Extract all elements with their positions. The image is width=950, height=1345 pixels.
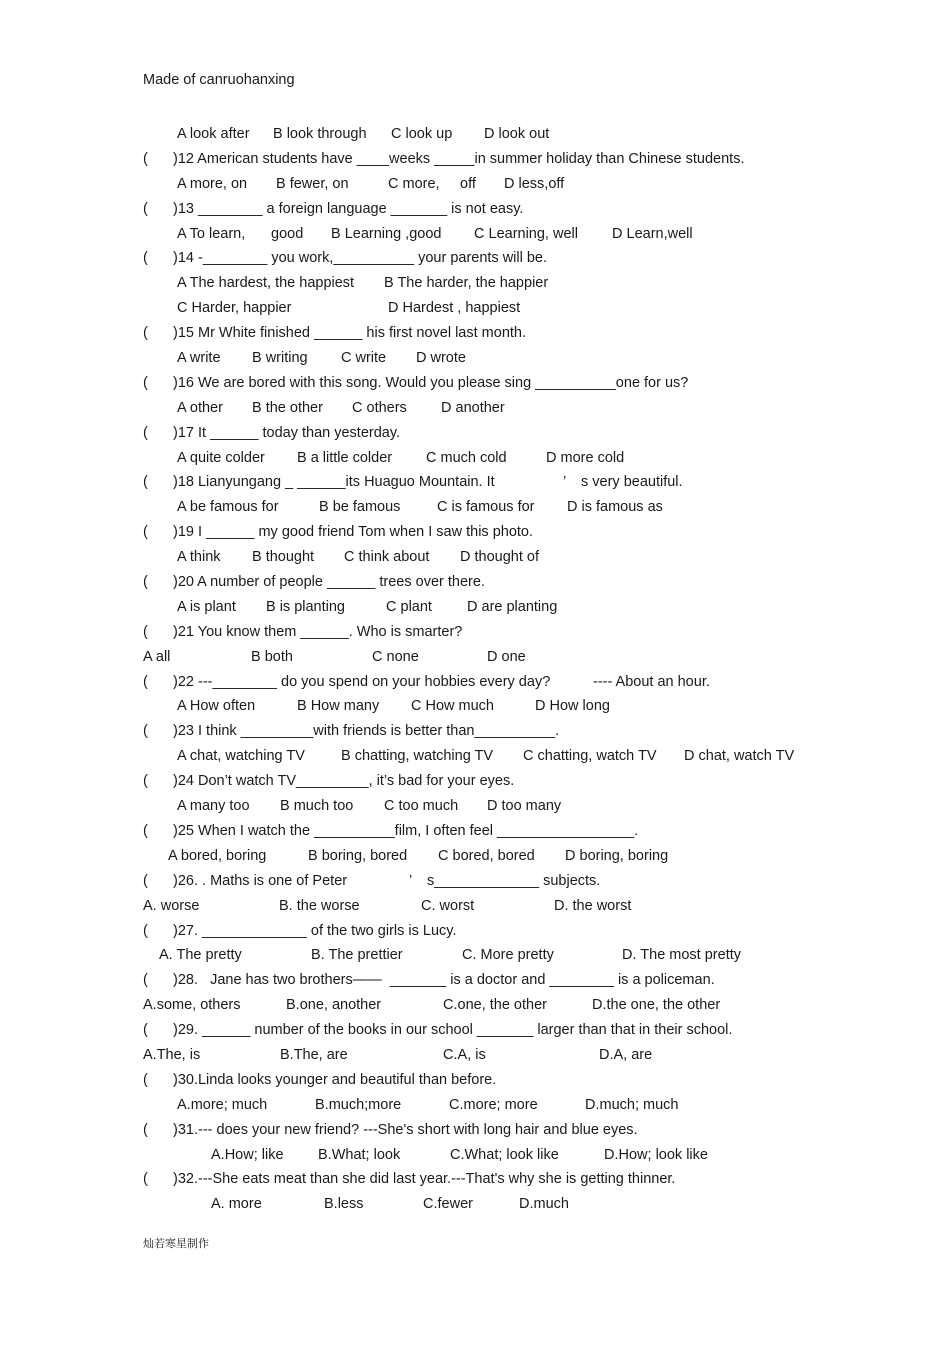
text-segment: ( (143, 773, 148, 790)
text-segment: )17 It ______ today than yesterday. (173, 424, 401, 441)
text-segment: B boring, bored (308, 847, 408, 864)
text-segment: C.one, the other (443, 997, 547, 1014)
text-segment: D wrote (416, 350, 466, 367)
text-line (0, 993, 950, 1018)
text-segment: ---- About an hour. (593, 673, 710, 690)
text-segment: )19 I ______ my good friend Tom when I saw this photo. (173, 524, 534, 541)
text-segment: C.more; more (449, 1096, 538, 1113)
text-line (0, 819, 950, 844)
text-segment: A chat, watching TV (177, 748, 305, 765)
text-line (0, 719, 950, 744)
text-segment: ( (143, 325, 148, 342)
text-segment: C bored, bored (438, 847, 535, 864)
text-segment: D.the one, the other (592, 997, 721, 1014)
text-segment: ( (143, 474, 148, 491)
text-segment: D.A, are (599, 1046, 653, 1063)
text-segment: A. more (211, 1196, 262, 1213)
text-segment: )27. _____________ of the two girls is Lucy. (173, 922, 457, 939)
text-segment: C write (341, 350, 387, 367)
text-segment: A all (143, 648, 171, 665)
text-line (0, 1118, 950, 1143)
text-line (0, 396, 950, 421)
text-line (0, 1167, 950, 1192)
text-line (0, 1143, 950, 1168)
text-segment: good (271, 225, 304, 242)
text-line (0, 769, 950, 794)
text-segment: C too much (384, 798, 459, 815)
text-segment: B.one, another (286, 997, 382, 1014)
text-line (0, 894, 950, 919)
text-segment: A. The pretty (159, 947, 242, 964)
text-line (0, 570, 950, 595)
text-segment: B.much;more (315, 1096, 402, 1113)
text-segment: ( (143, 250, 148, 267)
text-line (0, 645, 950, 670)
text-line (0, 321, 950, 346)
text-segment: C look up (391, 126, 453, 142)
text-segment: D chat, watch TV (684, 748, 795, 765)
text-segment: ’ (563, 474, 567, 491)
text-segment: A The hardest, the happiest (177, 275, 355, 292)
text-line (0, 1068, 950, 1093)
text-segment: ( (143, 972, 148, 989)
text-line (0, 197, 950, 222)
text-segment: D look out (484, 126, 550, 142)
text-segment: B writing (252, 350, 308, 367)
text-segment: )12 American students have ____weeks _____in summer holiday than Chinese students. (173, 150, 745, 167)
text-segment: B fewer, on (276, 175, 349, 192)
text-line (0, 246, 950, 271)
text-segment: )32.---She eats meat than she did last year.---That's why she is getting thinner. (173, 1171, 676, 1188)
text-segment: B is planting (266, 598, 345, 615)
text-segment: )22 ---________ do you spend on your hobbies every day? (173, 673, 551, 690)
text-segment: C none (372, 648, 419, 665)
text-line (0, 694, 950, 719)
text-segment: D too many (487, 798, 562, 815)
text-line (0, 670, 950, 695)
text-line (0, 520, 950, 545)
text-segment: C is famous for (437, 499, 535, 516)
text-segment: )15 Mr White finished ______ his first novel last month. (173, 325, 526, 342)
text-segment: )23 I think _________with friends is better than__________. (173, 723, 560, 740)
text-segment: A write (177, 350, 221, 367)
text-segment: C. More pretty (462, 947, 554, 964)
text-segment: A look after (177, 126, 250, 142)
text-segment: B the other (252, 399, 323, 416)
text-segment: B.less (324, 1196, 364, 1213)
text-segment: B thought (252, 549, 315, 566)
page-footer: 灿若寒星制作 (143, 1237, 209, 1250)
text-segment: A How often (177, 698, 256, 715)
text-segment: ( (143, 574, 148, 591)
text-segment: ( (143, 1171, 148, 1188)
text-line (0, 545, 950, 570)
text-segment: ( (143, 673, 148, 690)
text-segment: ( (143, 623, 148, 640)
text-segment: A bored, boring (168, 847, 267, 864)
text-segment: C others (352, 399, 407, 416)
text-segment: ( (143, 150, 148, 167)
text-line (0, 595, 950, 620)
text-line (0, 296, 950, 321)
text-segment: ( (143, 524, 148, 541)
text-segment: B be famous (319, 499, 401, 516)
text-segment: A is plant (177, 598, 236, 615)
text-segment: )28. Jane has two brothers—— _______ is a doctor and ________ is a policeman. (173, 972, 715, 989)
text-line (0, 844, 950, 869)
text-segment: ( (143, 200, 148, 217)
text-segment: )29. ______ number of the books in our school _______ larger than that in their school. (173, 1022, 733, 1039)
text-segment: A. worse (143, 897, 200, 914)
text-segment: ’ (409, 872, 413, 889)
text-segment: D Hardest , happiest (388, 300, 521, 317)
text-segment: D more cold (546, 449, 625, 466)
text-segment: A be famous for (177, 499, 279, 516)
text-segment: B.What; look (318, 1146, 401, 1163)
text-line (0, 421, 950, 446)
text-segment: D are planting (467, 598, 558, 615)
text-segment: B a little colder (297, 449, 393, 466)
text-segment: ( (143, 822, 148, 839)
text-segment: )26. . Maths is one of Peter (173, 872, 348, 889)
text-segment: D is famous as (567, 499, 663, 516)
text-segment: C.A, is (443, 1046, 486, 1063)
text-segment: s very beautiful. (581, 474, 683, 491)
text-line (0, 1192, 950, 1217)
text-line (0, 943, 950, 968)
text-segment: )13 ________ a foreign language _______ is not easy. (173, 200, 524, 217)
text-segment: )18 Lianyungang _ ______its Huaguo Mountain. It (173, 474, 495, 491)
text-line (0, 968, 950, 993)
text-segment: B.The, are (280, 1046, 348, 1063)
text-segment: C think about (344, 549, 430, 566)
text-line (0, 346, 950, 371)
text-segment: A.The, is (143, 1046, 201, 1063)
text-segment: )24 Don’t watch TV_________, it’s bad for your eyes. (173, 773, 515, 790)
text-segment: D.much (519, 1196, 569, 1213)
text-segment: C chatting, watch TV (523, 748, 657, 765)
text-segment: A.more; much (177, 1096, 268, 1113)
text-segment: D.How; look like (604, 1146, 708, 1163)
text-line (0, 620, 950, 645)
text-segment: D. The most pretty (622, 947, 741, 964)
text-segment: A think (177, 549, 221, 566)
text-segment: D one (487, 648, 526, 665)
text-segment: )21 You know them ______. Who is smarter? (173, 623, 463, 640)
text-segment: )20 A number of people ______ trees over there. (173, 574, 485, 591)
text-segment: A other (177, 399, 223, 416)
text-line (0, 222, 950, 247)
text-segment: ( (143, 723, 148, 740)
text-line (0, 1043, 950, 1068)
text-segment: D another (441, 399, 505, 416)
text-segment: B. The prettier (311, 947, 403, 964)
text-segment: B The harder, the happier (384, 275, 549, 292)
text-segment: ( (143, 1121, 148, 1138)
text-segment: B both (251, 648, 293, 665)
text-segment: )30.Linda looks younger and beautiful than before. (173, 1071, 497, 1088)
text-line (0, 744, 950, 769)
text-segment: C much cold (426, 449, 507, 466)
text-segment: C Harder, happier (177, 300, 292, 317)
text-segment: D.much; much (585, 1096, 679, 1113)
text-segment: B. the worse (279, 897, 360, 914)
text-segment: D. the worst (554, 897, 632, 914)
text-segment: B chatting, watching TV (341, 748, 494, 765)
text-line (0, 919, 950, 944)
text-line (0, 371, 950, 396)
text-segment: C more, (388, 175, 440, 192)
text-segment: D boring, boring (565, 847, 669, 864)
text-line (0, 122, 950, 147)
text-segment: A more, on (177, 175, 248, 192)
text-segment: B Learning ,good (331, 225, 442, 242)
text-segment: )16 We are bored with this song. Would you please sing __________one for us? (173, 374, 689, 391)
text-segment: ( (143, 1071, 148, 1088)
text-segment: s_____________ subjects. (427, 872, 601, 889)
text-segment: A To learn, (177, 225, 246, 242)
text-line (0, 869, 950, 894)
text-line (0, 446, 950, 471)
text-segment: D How long (535, 698, 610, 715)
text-segment: C.What; look like (450, 1146, 559, 1163)
text-segment: ( (143, 922, 148, 939)
text-segment: B much too (280, 798, 354, 815)
text-line (0, 794, 950, 819)
text-line (0, 271, 950, 296)
text-segment: A many too (177, 798, 250, 815)
text-segment: C Learning, well (474, 225, 578, 242)
text-segment: B How many (297, 698, 380, 715)
text-line (0, 147, 950, 172)
text-segment: off (460, 175, 476, 192)
text-segment: A.some, others (143, 997, 241, 1014)
text-segment: ( (143, 872, 148, 889)
text-line (0, 495, 950, 520)
text-segment: C plant (386, 598, 432, 615)
text-segment: A quite colder (177, 449, 265, 466)
text-segment: )14 -________ you work,__________ your parents will be. (173, 250, 548, 267)
text-segment: ( (143, 1022, 148, 1039)
text-segment: C. worst (421, 897, 475, 914)
text-segment: ( (143, 424, 148, 441)
text-segment: B look through (273, 126, 367, 142)
text-segment: C How much (411, 698, 494, 715)
text-segment: )25 When I watch the __________film, I often feel _________________. (173, 822, 639, 839)
text-segment: ( (143, 374, 148, 391)
text-line (0, 172, 950, 197)
text-segment: A.How; like (211, 1146, 284, 1163)
page-header: Made of canruohanxing (143, 72, 295, 88)
text-line (0, 1093, 950, 1118)
text-line (0, 470, 950, 495)
text-segment: C.fewer (423, 1196, 473, 1213)
text-segment: D less,off (504, 175, 565, 192)
text-segment: D thought of (460, 549, 539, 566)
text-line (0, 1018, 950, 1043)
question-list (0, 122, 950, 1217)
text-segment: D Learn,well (612, 225, 693, 242)
text-segment: )31.--- does your new friend? ---She's short with long hair and blue eyes. (173, 1121, 638, 1138)
